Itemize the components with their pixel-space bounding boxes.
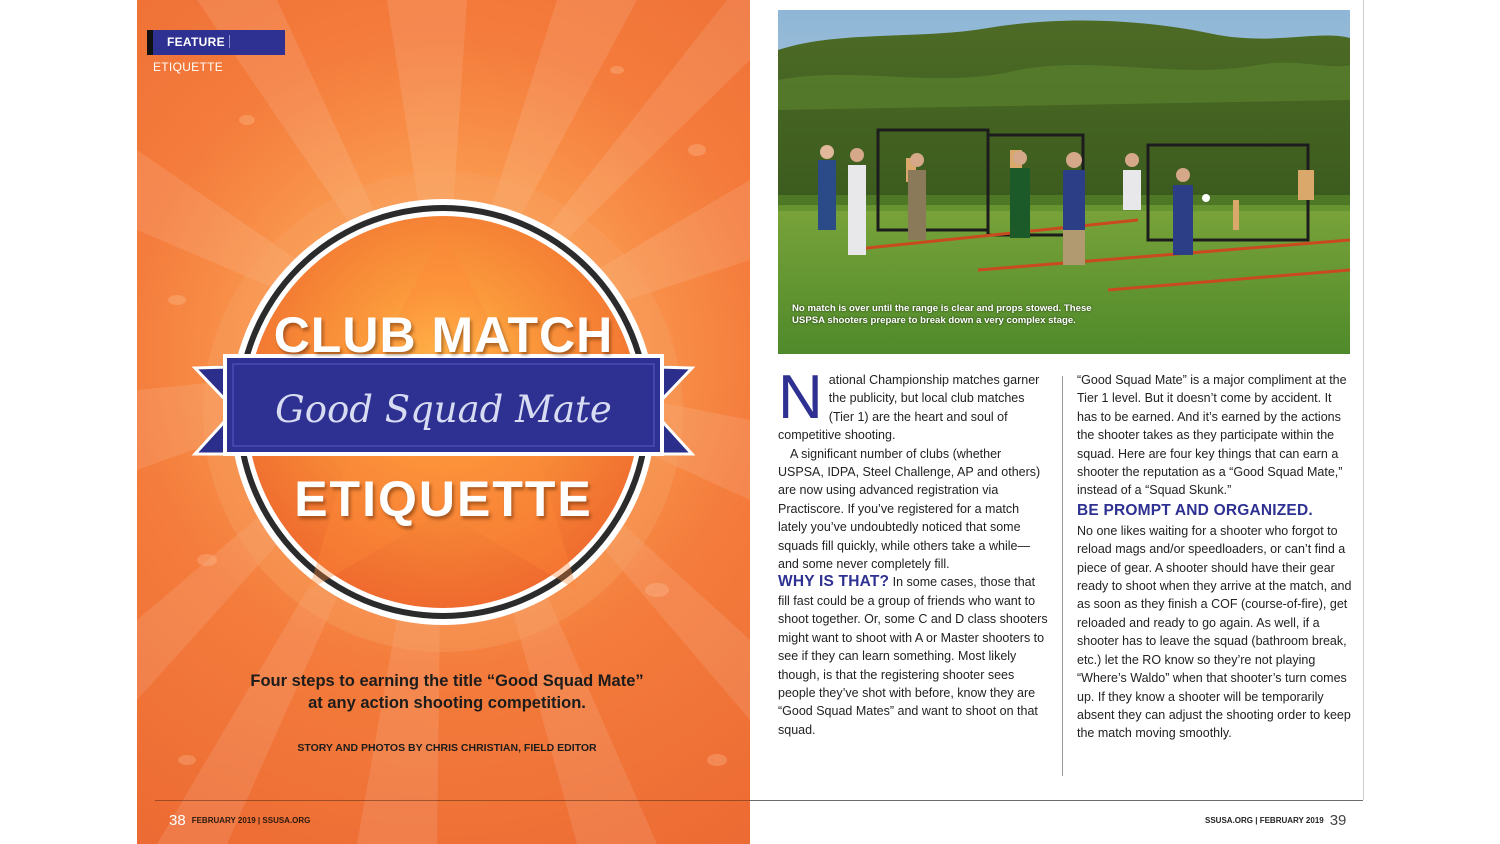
title-line-2: ETIQUETTE (294, 471, 593, 527)
title-line-1: CLUB MATCH (273, 307, 614, 363)
feature-photo (778, 10, 1350, 354)
paragraph-1 (778, 363, 1048, 445)
column-divider (1062, 376, 1063, 776)
paragraph-3 (778, 573, 1048, 739)
folio-left-text: FEBRUARY 2019 | SSUSA.ORG (191, 816, 311, 825)
page-number-left: 38 (169, 812, 186, 829)
deck-line-2: at any action shooting competition. (308, 694, 586, 712)
title-ribbon-text: Good Squad Mate (275, 388, 612, 431)
paragraph-2: A significant number of clubs (whether USPSA, IDPA, Steel Challenge, AP and others) are now using advanced registration via Practiscore. If you’ve registered for a match lately you’ve undoubtedly noticed that some squads fill quickly, while others take a while—and some never completely fill. (778, 446, 1041, 572)
article-column-2 (1077, 371, 1353, 743)
photo-caption: No match is over until the range is clear and props stowed. These USPSA shooters prepare to break down a very complex stage. (792, 303, 1092, 326)
byline: STORY AND PHOTOS BY CHRIS CHRISTIAN, FIELD EDITOR (297, 742, 597, 754)
article-column-1 (778, 363, 1048, 739)
subhead-prompt: BE PROMPT AND ORGANIZED. (1077, 501, 1313, 519)
paragraph-5: No one likes waiting for a shooter who forgot to reload mags and/or speedloaders, or can’t find a piece of gear. A shooter should have their gear ready to shoot when they arrive at the match, and as soon as they finish a COF (course-of-fire), get reloaded and ready to go again. As well, if a shooter has to leave the squad (bathroom break, etc.) let the RO know so they’re not playing “Where’s Waldo” when that shooter’s turn comes up. If they know a shooter will be temporarily absent they can adjust the shooting order to keep the match moving smoothly. (1077, 523, 1352, 741)
folio-left (169, 812, 310, 829)
folio-right-text: SSUSA.ORG | FEBRUARY 2019 (1205, 816, 1324, 825)
paragraph-3-text: In some cases, those that fill fast could be a group of friends who want to shoot together. Or, some C and D class shooters might want to shoot with A or Master shooters to see if they can learn something. Most likely though, is that the registering shooter sees people they’ve shot with before, know they are “Good Squad Mates” and want to shoot on that squad. (778, 575, 1048, 737)
deck-line-1: Four steps to earning the title “Good Squad Mate” (250, 672, 644, 690)
footer-rule-left (155, 800, 750, 801)
paragraph-1-text: ational Championship matches garner the publicity, but local club matches (Tier 1) are the heart and soul of competitive shooting. (778, 373, 1040, 443)
footer-rule-right (750, 800, 1363, 801)
paragraph-4: “Good Squad Mate” is a major compliment at the Tier 1 level. But it doesn’t come by accident. It has to be earned. And it’s earned by the actions the shooter takes as they participate within the squad. Here are four key things that can earn a shooter the reputation as a “Good Squad Mate,” instead of a “Squad Skunk.” (1077, 373, 1347, 498)
page-number-right: 39 (1329, 812, 1347, 829)
left-page (137, 0, 750, 844)
folio-right (1205, 812, 1346, 829)
subhead-why: WHY IS THAT? (778, 573, 890, 591)
dropcap: N (778, 363, 823, 432)
section-keyword: FEATURE (167, 35, 225, 49)
page-edge-rule (1363, 0, 1364, 800)
section-topic: ETIQUETTE (153, 60, 224, 74)
deck (177, 670, 717, 714)
